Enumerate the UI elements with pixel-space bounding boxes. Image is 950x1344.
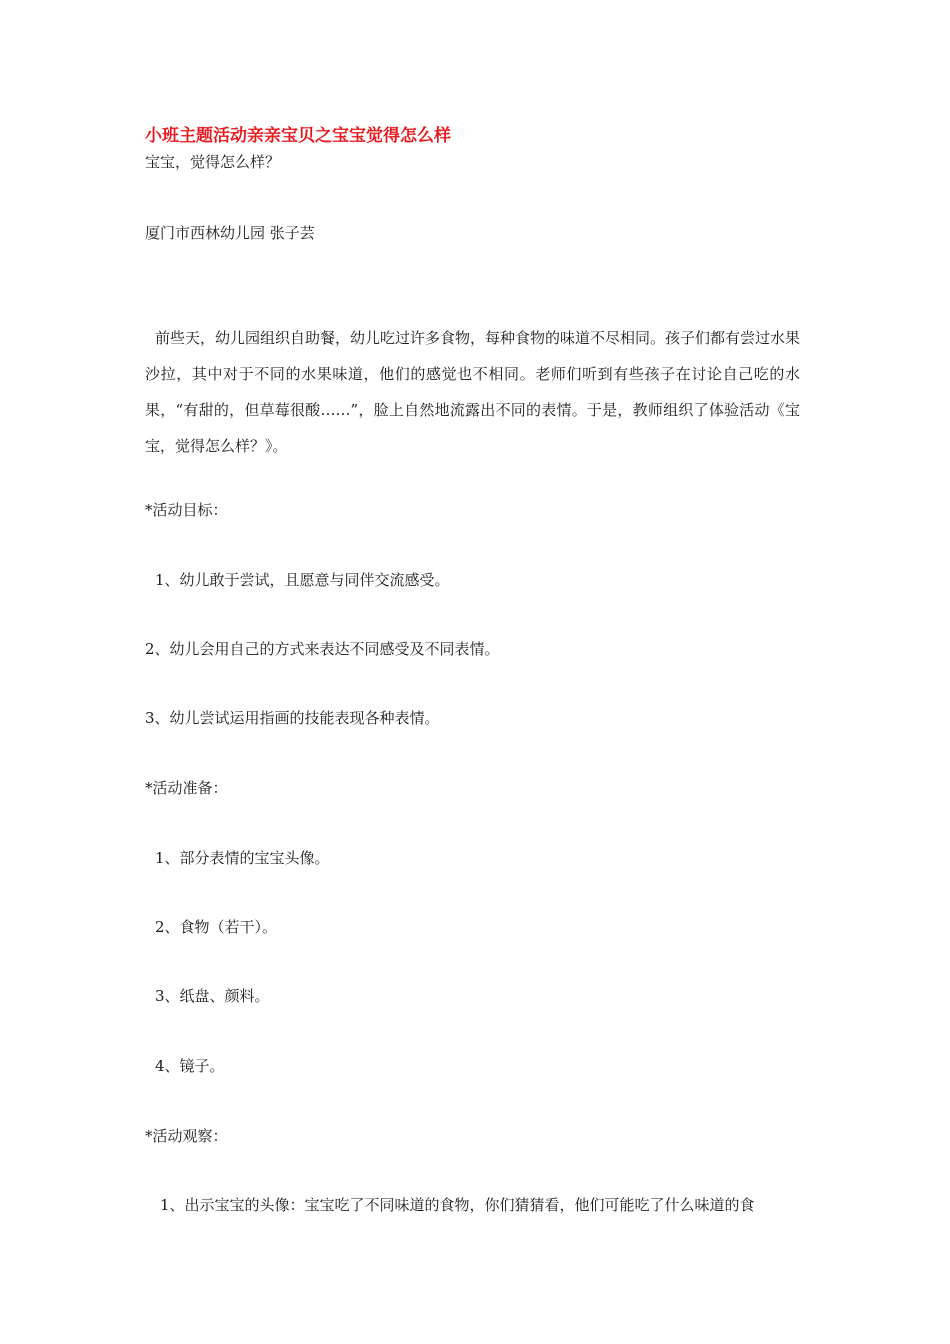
prep-item: 1、部分表情的宝宝头像。 [155,849,330,867]
intro-paragraph: 前些天，幼儿园组织自助餐，幼儿吃过许多食物，每种食物的味道不尽相同。孩子们都有尝过水果沙拉，其中对于不同的水果味道，他们的感觉也不相同。老师们听到有些孩子在讨论自己吃的水果，“有甜的，但草莓很酸……”，脸上自然地流露出不同的表情。于是，教师组织了体验活动《宝宝，觉得怎么样？》。 [145,329,801,455]
prep-item: 2、食物（若干）。 [155,918,278,936]
prep-item: 4、镜子。 [155,1057,225,1075]
observe-heading: *活动观察： [145,1127,228,1145]
author-line: 厦门市西林幼儿园 张子芸 [145,224,315,242]
document-subtitle: 宝宝，觉得怎么样？ [145,153,281,171]
document-title: 小班主题活动亲亲宝贝之宝宝觉得怎么样 [145,126,451,146]
prep-heading: *活动准备： [145,779,228,797]
prep-item: 3、纸盘、颜料。 [155,987,270,1005]
goal-item: 2、幼儿会用自己的方式来表达不同感受及不同表情。 [145,640,500,658]
goal-item: 1、幼儿敢于尝试，且愿意与同伴交流感受。 [155,571,450,589]
goals-heading: *活动目标： [145,501,228,519]
observe-item: 1、出示宝宝的头像：宝宝吃了不同味道的食物，你们猜猜看，他们可能吃了什么味道的食 [160,1196,755,1214]
goal-item: 3、幼儿尝试运用指画的技能表现各种表情。 [145,709,440,727]
